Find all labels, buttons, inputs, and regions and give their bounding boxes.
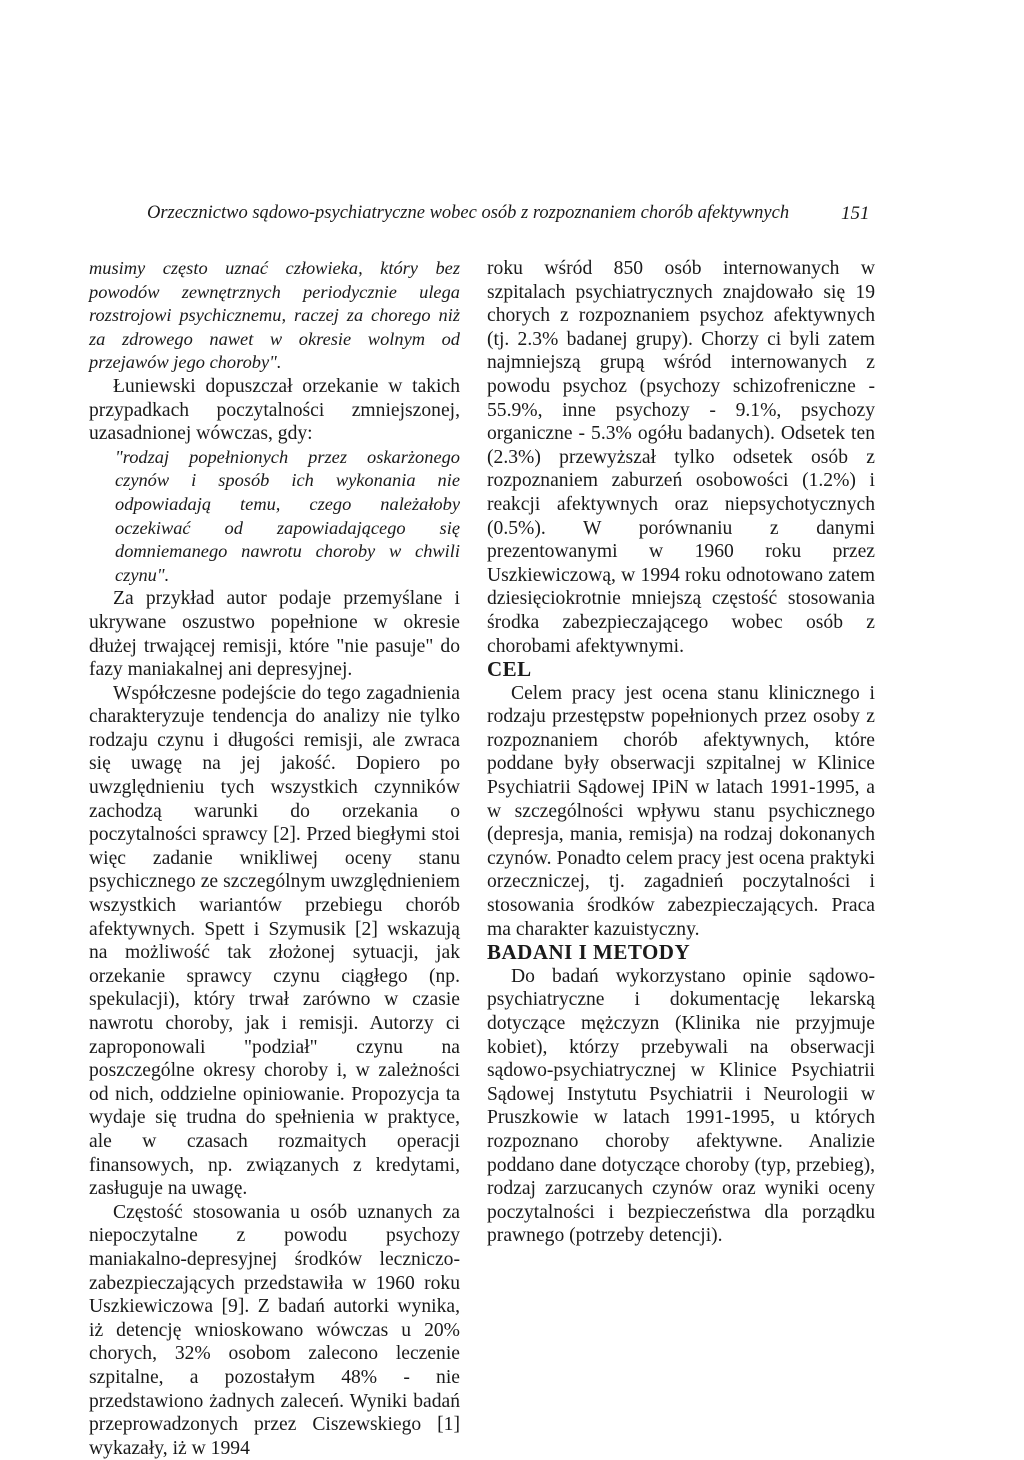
- body-paragraph: Współczesne podejście do tego zagadnienia charakteryzuje tendencja do analizy nie tylko rodzaju czynu i długości remisji, ale zwraca się uwagę na jej jakość. Dopiero po uwzględnieniu tych wszystkich czynników zachodzą warunki do orzekania o poczytalności sprawcy [2]. Przed biegłymi stoi więc zadanie wnikliwej oceny stanu psychicznego ze szczególnym uwzględnieniem wszystkich wariantów przebiegu chorób afektywnych. Spett i Szymusik [2] wskazują na możliwość tak złożonej sytuacji, jak orzekanie sprawcy czynu ciągłego (np. spekulacji), który trwał zarówno w czasie nawrotu choroby, jak i remisji. Autorzy ci zaproponowali "podział" czynu na poszczególne okresy choroby i, w zależności od nich, oddzielne opiniowanie. Propozycja ta wydaje się trudna do spełnienia w praktyce, ale w czasach rozmaitych operacji finansowych, np. związanych z kredytami, zasługuje na uwagę.: [89, 682, 460, 1200]
- page-number: 151: [841, 203, 870, 224]
- body-paragraph: roku wśród 850 osób internowanych w szpitalach psychiatrycznych znajdowało się 19 chorych z rozpoznaniem psychoz afektywnych (tj. 2.3% badanej grupy). Chorzy ci byli zatem najmniejszą grupą wśród internowanych z powodu psychoz (psychozy schizofreniczne - 55.9%, inne psychozy - 9.1%, psychozy organiczne - 5.3% ogółu badanych). Odsetek ten (2.3%) przewyższał tylko odsetek osób z rozpoznaniem zaburzeń osobowości (1.2%) i reakcji afektywnych oraz niepsychotycznych (0.5%). W porównaniu z danymi prezentowanymi w 1960 roku przez Uszkiewiczową, w 1994 roku odnotowano zatem dziesięciokrotnie mniejszą częstość stosowania środka zabezpieczającego wobec osób z chorobami afektywnymi.: [487, 258, 875, 657]
- body-paragraph: Do badań wykorzystano opinie sądowo-psychiatryczne i dokumentację lekarską dotyczące mężczyzn (Klinika nie przyjmuje kobiet), którzy przebywali na obserwacji sądowo-psychiatrycznej w Klinice Psychiatrii Sądowej Instytutu Psychiatrii i Neurologii w Pruszkowie w latach 1991-1995, u których rozpoznano choroby afektywne. Analizie poddano dane dotyczące choroby (typ, przebieg), rodzaj zarzucanych czynów oraz wyniki oceny poczytalności i bezpieczeństwa dla porządku prawnego (potrzeby detencji).: [487, 965, 875, 1247]
- body-paragraph: Za przykład autor podaje przemyślane i ukrywane oszustwo popełnione w okresie dłużej trwającej remisji, które "nie pasuje" do fazy maniakalnej ani depresyjnej.: [89, 588, 460, 681]
- body-paragraph: Celem pracy jest ocena stanu klinicznego i rodzaju przestępstw popełnionych przez osoby z rozpoznaniem chorób afektywnych, które poddane były obserwacji szpitalnej w Klinice Psychiatrii Sądowej IPiN w latach 1991-1995, a w szczególności wpływu stanu psychicznego (depresja, mania, remisja) na rodzaj dokonanych czynów. Ponadto celem pracy jest ocena praktyki orzeczniczej, tj. zagadnień poczytalności i stosowania środków zabezpieczających. Praca ma charakter kazuistyczny.: [487, 682, 875, 940]
- body-paragraph: Łuniewski dopuszczał orzekanie w takich przypadkach poczytalności zmniejszonej, uzasadnionej wówczas, gdy:: [89, 375, 460, 445]
- body-paragraph: Częstość stosowania u osób uznanych za niepoczytalne z powodu psychozy maniakalno-depresyjnej środków leczniczo-zabezpieczających przedstawiła w 1960 roku Uszkiewiczowa [9]. Z badań autorki wynika, iż detencję wnioskowano wówczas u 20% chorych, 32% osobom zalecono leczenie szpitalne, a pozostałym 48% - nie przedstawiono żadnych zaleceń. Wyniki badań przeprowadzonych przez Ciszewskiego [1] wykazały, iż w 1994: [89, 1201, 460, 1459]
- running-header: Orzecznictwo sądowo-psychiatryczne wobec osób z rozpoznaniem chorób afektywnych: [147, 203, 790, 223]
- quote-block: musimy często uznać człowieka, który bez powodów zewnętrznych periodycznie ulega rozstrojowi psychicznemu, raczej za chorego niż za zdrowego nawet w okresie wolnym od przejawów jego choroby".: [89, 258, 460, 373]
- section-heading-badani-i-metody: BADANI I METODY: [487, 940, 691, 965]
- right-column: [487, 257, 875, 1248]
- left-column: [89, 257, 460, 1460]
- quote-block: "rodzaj popełnionych przez oskarżonego czynów i sposób ich wykonania nie odpowiadają temu, czego należałoby oczekiwać od zapowiadającego się domniemanego nawrotu choroby w chwili czynu".: [115, 446, 460, 585]
- section-heading-cel: CEL: [487, 657, 532, 682]
